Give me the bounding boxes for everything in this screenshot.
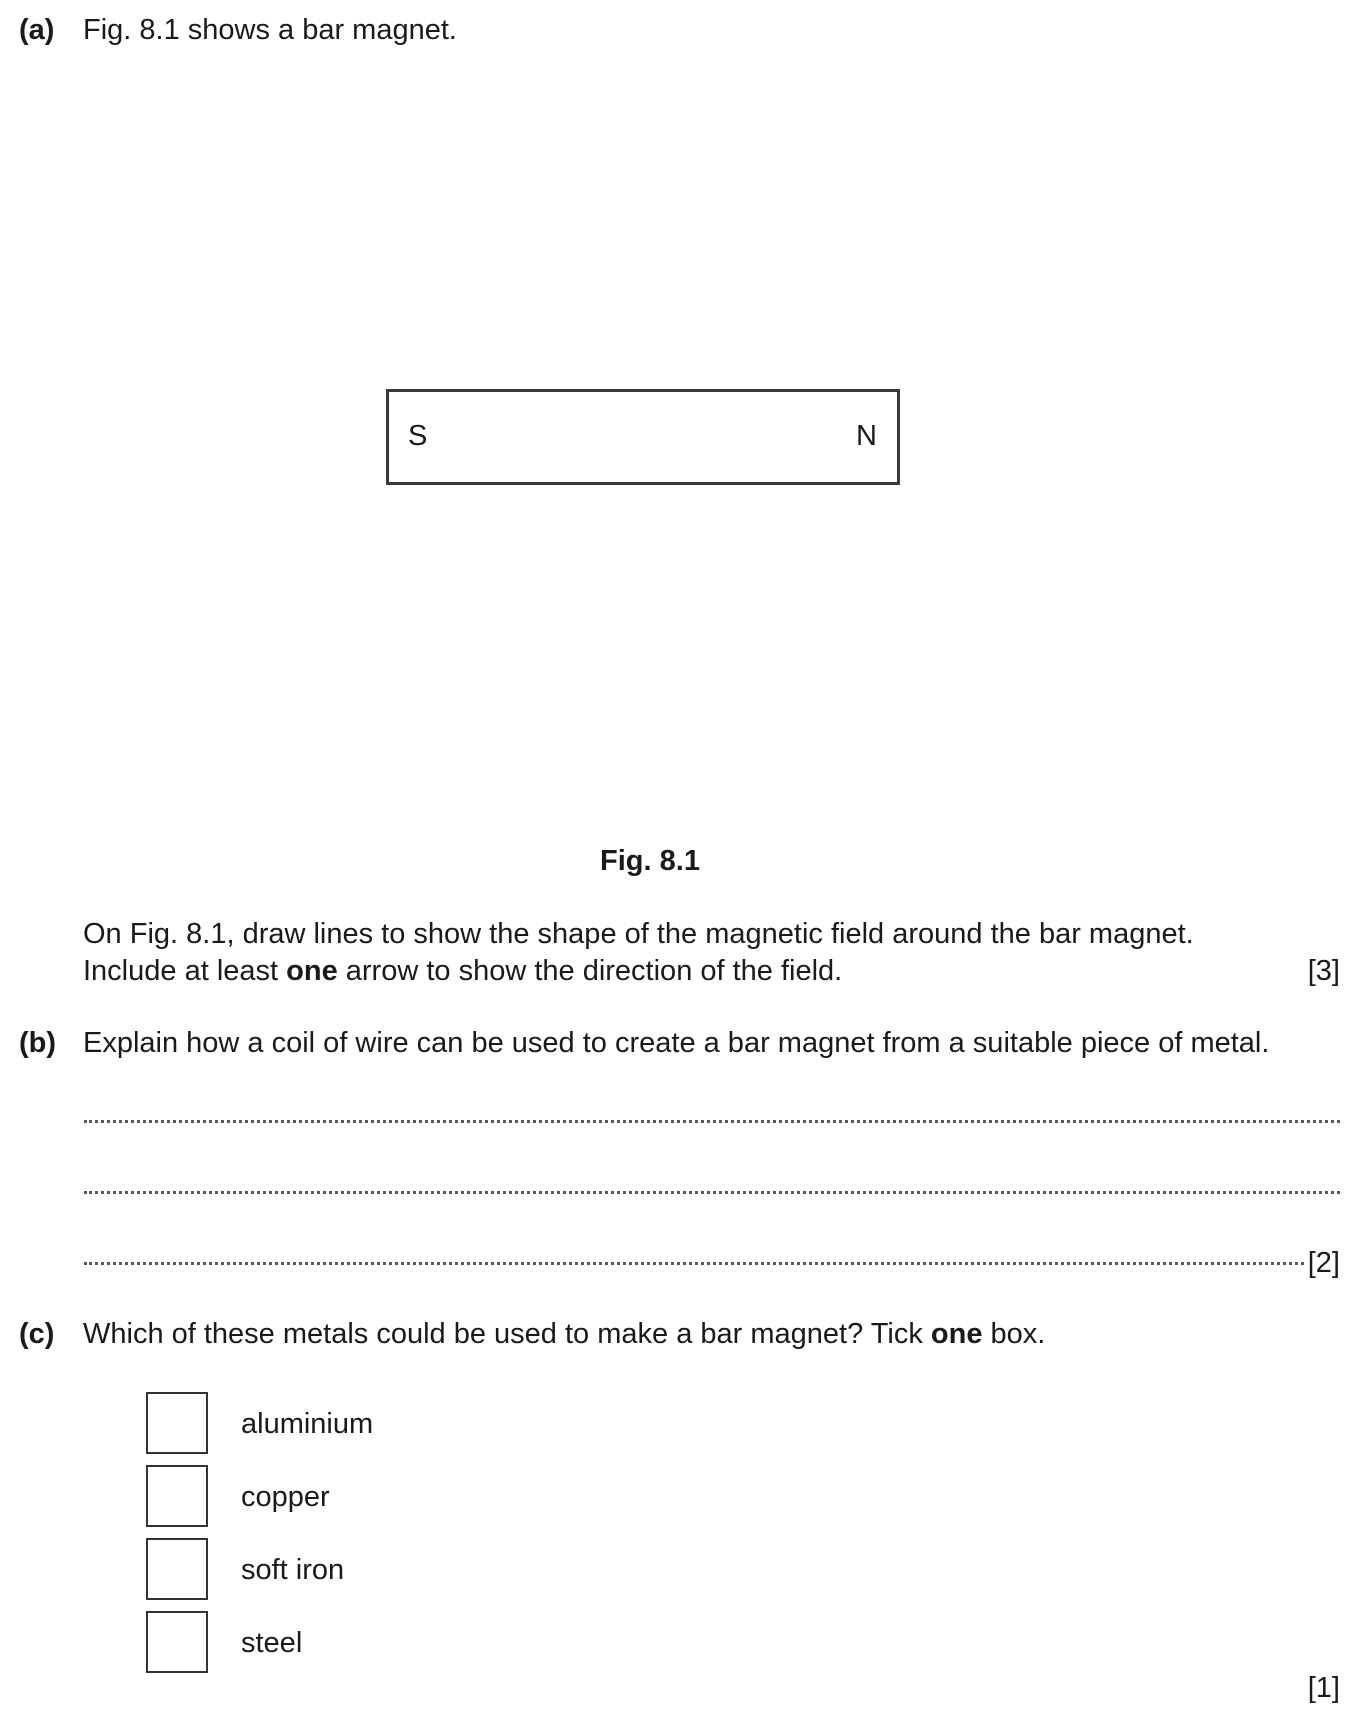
south-pole-label: S	[408, 420, 428, 452]
answer-line[interactable]	[84, 1120, 1340, 1123]
part-a-label: (a)	[19, 14, 55, 46]
option-label-soft-iron: soft iron	[241, 1554, 345, 1586]
part-c-label: (c)	[19, 1318, 55, 1350]
question-text-bold: one	[930, 1318, 983, 1350]
instruction-text-after: arrow to show the direction of the field.	[337, 955, 843, 987]
option-label-aluminium: aluminium	[241, 1408, 374, 1440]
part-a-instruction-line2	[83, 953, 842, 989]
part-b-label: (b)	[19, 1027, 57, 1059]
answer-line[interactable]	[84, 1262, 1304, 1265]
part-b-question: Explain how a coil of wire can be used to create a bar magnet from a suitable piece of metal.	[83, 1027, 1270, 1059]
part-b-marks: [2]	[1307, 1247, 1340, 1279]
tickbox-steel[interactable]	[146, 1611, 208, 1673]
option-label-steel: steel	[241, 1627, 303, 1659]
part-a-marks: [3]	[1307, 955, 1340, 987]
tickbox-copper[interactable]	[146, 1465, 208, 1527]
tickbox-aluminium[interactable]	[146, 1392, 208, 1454]
answer-line[interactable]	[84, 1191, 1340, 1194]
part-a-instruction-line1: On Fig. 8.1, draw lines to show the shape of the magnetic field around the bar magnet.	[83, 918, 1194, 950]
question-text-after: box.	[982, 1318, 1046, 1350]
bar-magnet	[386, 389, 900, 485]
part-a-intro: Fig. 8.1 shows a bar magnet.	[83, 14, 457, 46]
option-label-copper: copper	[241, 1481, 330, 1513]
part-c-marks: [1]	[1307, 1672, 1340, 1704]
figure-caption: Fig. 8.1	[600, 845, 700, 877]
north-pole-label: N	[856, 420, 877, 452]
part-c-question	[83, 1316, 1045, 1352]
tickbox-soft-iron[interactable]	[146, 1538, 208, 1600]
instruction-text-before: Include at least	[83, 955, 287, 987]
question-text-before: Which of these metals could be used to make a bar magnet? Tick	[83, 1318, 931, 1350]
instruction-text-bold: one	[286, 955, 338, 987]
